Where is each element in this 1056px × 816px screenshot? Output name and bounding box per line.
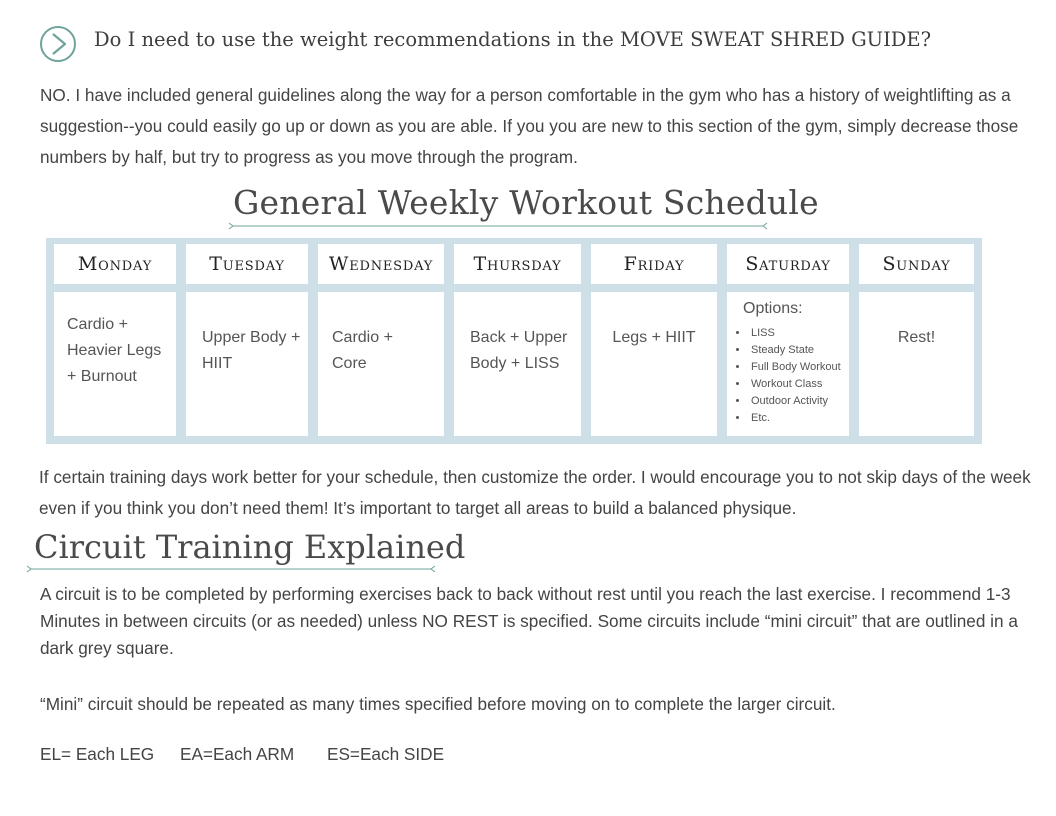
day-header	[454, 244, 581, 284]
day-activity: Upper Body + HIIT	[202, 329, 301, 372]
day-header	[591, 244, 717, 284]
day-activity-cell	[591, 292, 717, 436]
title-underline	[228, 220, 768, 232]
faq-answer: NO. I have included general guidelines along the way for a person comfortable in the gym who has a history of weightlifting as a suggestion--you could easily go up or down as you are able. If you you are new to this section of the gym, simply decrease those numbers by half, but try to progress as you move through the program.	[40, 85, 1019, 167]
abbreviation-each-side: ES=Each SIDE	[327, 744, 445, 764]
schedule-title: General Weekly Workout Schedule	[233, 183, 819, 222]
day-header	[727, 244, 849, 284]
day-activity: Legs + HIIT	[612, 329, 696, 346]
day-activity-cell	[454, 292, 581, 436]
day-name: Saturday	[745, 253, 831, 275]
day-name: Monday	[77, 253, 153, 275]
mini-circuit-paragraph: “Mini” circuit should be repeated as many times specified before moving on to complete the larger circuit.	[40, 694, 836, 714]
day-activity: Rest!	[897, 329, 936, 346]
day-column-wednesday	[318, 238, 444, 444]
faq-question: Do I need to use the weight recommendations in the MOVE SWEAT SHRED GUIDE?	[94, 28, 932, 51]
day-activity-cell	[318, 292, 444, 436]
day-name: Tuesday	[209, 253, 285, 275]
day-name: Thursday	[473, 253, 562, 275]
schedule-table	[46, 238, 982, 444]
chevron-right-circle-icon	[39, 25, 77, 63]
day-header	[186, 244, 308, 284]
day-activity-cell	[859, 292, 974, 436]
day-column-monday	[54, 238, 176, 444]
day-activity-cell	[186, 292, 308, 436]
list-item: • Workout Class	[749, 376, 841, 393]
day-name: Wednesday	[328, 253, 434, 275]
schedule-note: If certain training days work better for your schedule, then customize the order. I would encourage you to not skip days of the week even if you think you don’t need them! It’s important to target all areas to build a balanced physique.	[39, 467, 1031, 518]
day-column-saturday	[727, 238, 849, 444]
circuit-paragraph: A circuit is to be completed by performing exercises back to back without rest until you reach the last exercise. I recommend 1-3 Minutes in between circuits (or as needed) unless NO REST is specified. Some circuits include “mini circuit” that are outlined in a dark grey square.	[40, 584, 1018, 658]
day-activity: Cardio + Core	[332, 329, 393, 372]
list-item: • Full Body Workout	[749, 359, 841, 376]
day-activity: Back + Upper Body + LISS	[470, 329, 568, 372]
day-header	[54, 244, 176, 284]
circuit-title: Circuit Training Explained	[34, 528, 466, 566]
list-item: • Steady State	[749, 342, 841, 359]
day-name: Sunday	[882, 253, 951, 275]
day-column-friday	[591, 238, 717, 444]
day-activity-cell	[727, 292, 849, 436]
options-list	[733, 325, 841, 427]
abbreviation-each-leg: EL= Each LEG	[40, 744, 155, 764]
day-name: Friday	[623, 253, 685, 275]
options-label: Options:	[743, 300, 803, 317]
day-activity: Cardio + Heavier Legs + Burnout	[67, 316, 162, 385]
day-column-tuesday	[186, 238, 308, 444]
abbreviation-each-arm: EA=Each ARM	[180, 744, 295, 764]
title-underline	[26, 563, 436, 575]
day-column-thursday	[454, 238, 581, 444]
day-header	[318, 244, 444, 284]
list-item: • Etc.	[749, 410, 841, 427]
day-activity-cell	[54, 292, 176, 436]
list-item: • Outdoor Activity	[749, 393, 841, 410]
day-column-sunday	[859, 238, 974, 444]
day-header	[859, 244, 974, 284]
list-item: • LISS	[749, 325, 841, 342]
